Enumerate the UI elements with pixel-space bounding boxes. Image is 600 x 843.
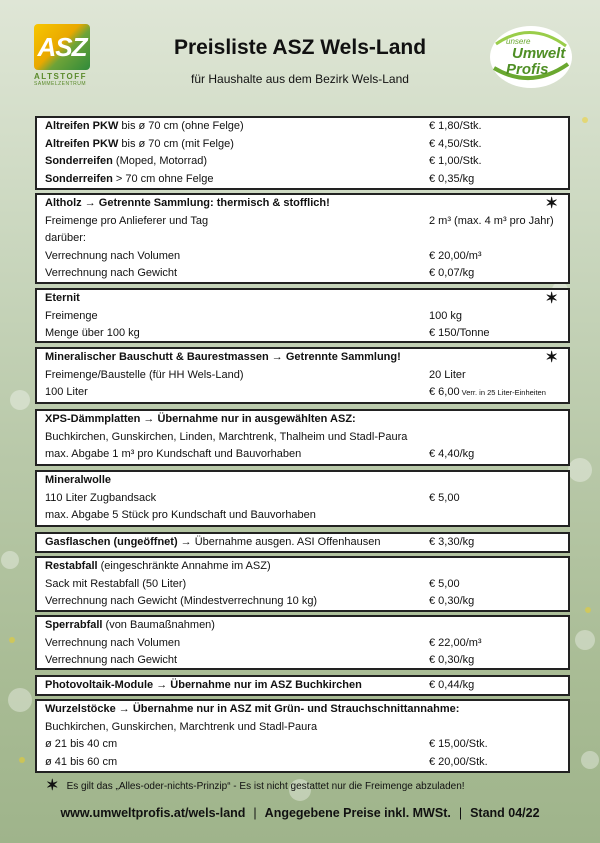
row-reifen-1: Altreifen PKW bis ø 70 cm (ohne Felge) € 1,80/Stk.: [45, 120, 482, 132]
row-reifen-2: Altreifen PKW bis ø 70 cm (mit Felge) € 4,50/Stk.: [45, 137, 482, 150]
row-reifen-4: Sonderreifen > 70 cm ohne Felge € 0,35/kg: [45, 172, 475, 185]
footer-url: www.umweltprofis.at/wels-land: [60, 806, 246, 820]
footer-stand: Stand 04/22: [470, 806, 540, 820]
wurzelstoecke-locations: Buchkirchen, Gunskirchen, Marchtrenk und Stadl-Paura: [45, 720, 318, 733]
row-gasflaschen: Gasflaschen (ungeöffnet) → Übernahme ausgen. ASI Offenhausen € 3,30/kg: [45, 536, 475, 548]
svg-text:unsere: unsere: [506, 37, 531, 46]
logo-asz-line2: SAMMELZENTRUM: [34, 81, 87, 87]
umweltprofis-logo: [488, 24, 574, 90]
row-wurzelstoecke-1: ø 21 bis 40 cm € 15,00/Stk.: [45, 738, 488, 751]
xps-locations: Buchkirchen, Gunskirchen, Linden, Marchtrenk, Thalheim und Stadl-Paura: [45, 430, 408, 443]
restabfall-heading: Restabfall (eingeschränkte Annahme im ASZ): [45, 560, 271, 572]
section-bauschutt: [35, 347, 570, 404]
sperrabfall-heading: Sperrabfall (von Baumaßnahmen): [45, 619, 215, 631]
row-altholz-2: darüber:: [45, 232, 86, 245]
star-icon: ✶: [545, 290, 558, 307]
row-altholz-4: Verrechnung nach Gewicht € 0,07/kg: [45, 267, 475, 280]
row-sperrabfall-1: Verrechnung nach Volumen € 22,00/m³: [45, 636, 482, 649]
svg-text:Profis: Profis: [506, 61, 549, 78]
section-restabfall: [35, 556, 570, 612]
row-sperrabfall-2: Verrechnung nach Gewicht € 0,30/kg: [45, 654, 475, 667]
section-photovoltaik: [35, 675, 570, 696]
star-icon: ✶: [545, 195, 558, 212]
altholz-heading: Altholz → Getrennte Sammlung: thermisch & stofflich! ✶: [45, 195, 558, 212]
footnote: [46, 776, 465, 794]
page-subtitle: für Haushalte aus dem Bezirk Wels-Land: [191, 72, 409, 86]
row-altholz-1: Freimenge pro Anlieferer und Tag 2 m³ (max. 4 m³ pro Jahr): [45, 214, 554, 227]
section-eternit: [35, 288, 570, 343]
row-altholz-3: Verrechnung nach Volumen € 20,00/m³: [45, 249, 482, 262]
footer: www.umweltprofis.at/wels-land | Angegebene Preise inkl. MWSt. | Stand 04/22: [60, 806, 540, 820]
row-xps-1: max. Abgabe 1 m³ pro Kundschaft und Bauvorhaben € 4,40/kg: [45, 448, 475, 461]
mineralwolle-heading: Mineralwolle: [45, 474, 112, 486]
asz-logo: ASZ ALTSTOFF SAMMELZENTRUM: [34, 24, 92, 90]
page-title: Preisliste ASZ Wels-Land: [173, 36, 427, 59]
wurzelstoecke-heading: Wurzelstöcke → Übernahme nur in ASZ mit Grün- und Strauchschnittannahme:: [45, 703, 460, 715]
eternit-heading: Eternit ✶: [45, 290, 558, 307]
footnote-text: Es gilt das „Alles-oder-nichts-Prinzip“ - Es ist nicht gestattet nur die Freimenge abzuladen!: [66, 781, 465, 792]
svg-text:Umwelt: Umwelt: [512, 45, 566, 62]
star-icon: ✶: [545, 349, 558, 366]
row-bauschutt-2: 100 Liter € 6,00 Verr. in 25 Liter-Einheiten: [45, 386, 546, 399]
section-altholz: [35, 193, 570, 284]
row-wurzelstoecke-2: ø 41 bis 60 cm € 20,00/Stk.: [45, 755, 488, 768]
xps-heading: XPS-Dämmplatten → Übernahme nur in ausgewählten ASZ:: [45, 413, 356, 425]
row-restabfall-1: Sack mit Restabfall (50 Liter) € 5,00: [45, 577, 460, 590]
section-wurzelstoecke: [35, 699, 570, 773]
row-bauschutt-1: Freimenge/Baustelle (für HH Wels-Land) 20 Liter: [45, 368, 466, 381]
row-eternit-1: Freimenge 100 kg: [45, 309, 463, 322]
star-icon: ✶: [46, 777, 59, 794]
section-sperrabfall: [35, 615, 570, 670]
section-gasflaschen: [35, 532, 570, 553]
logo-asz-line1: ALTSTOFF: [34, 72, 88, 81]
row-reifen-3: Sonderreifen (Moped, Motorrad) € 1,00/Stk.: [45, 155, 482, 168]
row-restabfall-2: Verrechnung nach Gewicht (Mindestverrechnung 10 kg) € 0,30/kg: [45, 595, 475, 608]
section-reifen: [35, 116, 570, 190]
row-photovoltaik: Photovoltaik-Module → Übernahme nur im ASZ Buchkirchen € 0,44/kg: [45, 679, 475, 691]
row-mineralwolle-2: max. Abgabe 5 Stück pro Kundschaft und Bauvorhaben: [45, 509, 316, 522]
section-xps: [35, 409, 570, 466]
footer-prices-note: Angegebene Preise inkl. MWSt.: [264, 806, 451, 820]
bauschutt-heading: Mineralischer Bauschutt & Baurestmassen → Getrennte Sammlung! ✶: [45, 349, 558, 366]
row-mineralwolle-1: 110 Liter Zugbandsack € 5,00: [45, 491, 460, 504]
row-eternit-2: Menge über 100 kg € 150/Tonne: [45, 327, 490, 340]
section-mineralwolle: [35, 470, 570, 527]
